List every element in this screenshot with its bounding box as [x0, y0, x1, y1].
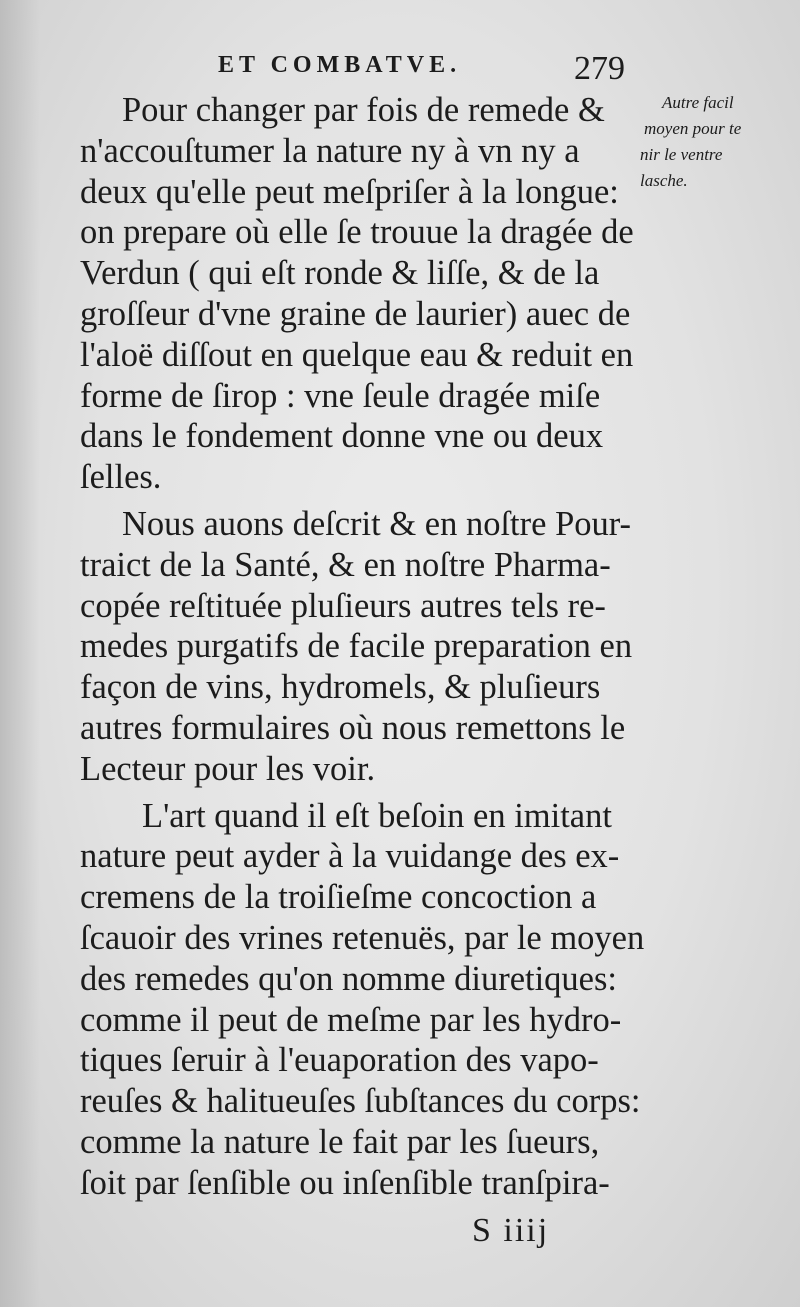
page-number: 279 — [574, 50, 625, 87]
text-line: tiques ſeruir à l'euaporation des vapo- — [80, 1041, 599, 1080]
marginal-note-line: lasche. — [640, 171, 688, 190]
text-line: Pour changer par fois de remede & — [122, 91, 605, 129]
text-line: Verdun ( qui eſt ronde & liſſe, & de la — [80, 254, 600, 293]
text-line: des remedes qu'on nomme diuretiques: — [80, 959, 618, 998]
text-line: dans le fondement donne vne ou deux — [80, 417, 604, 456]
text-line: Nous auons deſcrit & en noſtre Pour- — [122, 504, 632, 543]
signature-mark: S iiij — [472, 1212, 550, 1249]
text-line: groſſeur d'vne graine de laurier) auec de — [80, 294, 631, 333]
running-title: ET COMBATVE. — [218, 52, 462, 78]
text-line: cremens de la troiſieſme concoction a — [80, 878, 597, 917]
text-line: n'accouſtumer la nature ny à vn ny a — [80, 131, 580, 170]
text-line: on prepare où elle ſe trouue la dragée de — [80, 213, 634, 252]
marginal-note-line: nir le ventre — [640, 145, 723, 164]
paragraph — [80, 796, 655, 1204]
text-line: medes purgatifs de facile preparation en — [80, 627, 633, 666]
marginal-note-line: Autre facil — [662, 93, 734, 112]
text-line: ſoit par ſenſible ou inſenſible tranſpira- — [80, 1163, 610, 1202]
text-line: ſelles. — [80, 458, 162, 497]
text-line: ſcauoir des vrines retenuës, par le moyen — [80, 918, 645, 957]
text-line: comme la nature le fait par les ſueurs, — [80, 1122, 600, 1161]
text-line: traict de la Santé, & en noſtre Pharma- — [80, 545, 611, 584]
text-line: nature peut ayder à la vuidange des ex- — [80, 837, 620, 876]
main-text — [80, 90, 655, 1204]
paragraph — [80, 90, 655, 498]
text-line: façon de vins, hydromels, & pluſieurs — [80, 668, 601, 707]
text-line: autres formulaires où nous remettons le — [80, 708, 626, 747]
text-line: deux qu'elle peut meſpriſer à la longue: — [80, 172, 619, 211]
marginal-note — [634, 90, 794, 194]
page-gutter-shadow — [0, 0, 40, 1307]
text-line: copée reſtituée pluſieurs autres tels re- — [80, 586, 606, 625]
text-line: Lecteur pour les voir. — [80, 749, 376, 788]
text-line: forme de ſirop : vne ſeule dragée miſe — [80, 376, 601, 415]
paragraph — [80, 504, 655, 790]
text-line: comme il peut de meſme par les hydro- — [80, 1000, 622, 1039]
text-line: reuſes & halitueuſes ſubſtances du corps: — [80, 1082, 641, 1121]
text-line: L'art quand il eſt beſoin en imitant — [142, 796, 612, 835]
text-line: l'aloë diſſout en quelque eau & reduit en — [80, 335, 634, 374]
marginal-note-line: moyen pour te — [644, 119, 742, 138]
